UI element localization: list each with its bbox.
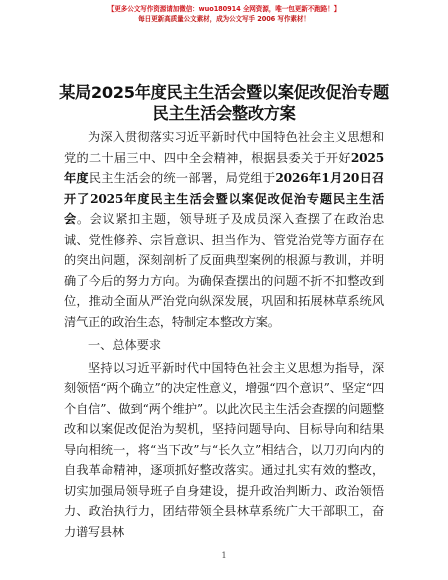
intro-text-c: 民主生活会的统一部署，局党组于 [88, 171, 276, 185]
promo-banner [0, 4, 448, 24]
intro-text-d: 。会议紧扣主题，领导班子及成员深入查摆了在政治忠诚、党性修养、宗旨意识、担当作为、管党治党等方面存在的突出问题，深刻剖析了反面典型案例的根源与教训，并明确了今后的努力方向。为确保查摆出的问题不折不扣整改到位，推动全面从严治党向纵深发展，巩固和拓展林草系统风清气正的政治生态，特制定本整改方案。 [64, 212, 384, 329]
page-number: 1 [221, 551, 227, 560]
document-title [20, 82, 428, 124]
intro-paragraph [64, 127, 384, 332]
banner-line-2: 每日更新高质量公文素材，成为公文写手 2006 写作素材！ [138, 15, 310, 23]
intro-text-a: 为深入贯彻落实习近平新时代中国特色社会主义思想和党的二十届三中、四中全会精神，根据县委关于开好 [64, 130, 384, 165]
section1-paragraph: 坚持以习近平新时代中国特色社会主义思想为指导，深刻领悟“两个确立”的决定性意义，增强“四个意识”、坚定“四个自信”、做到“两个维护”。以此次民主生活会查摆的问题整改和以案促改促治为契机，坚持问题导向、目标导向和结果导向相统一，将“当下改”与“长久立”相结合，以刀刃向内的自我革命精神，逐项抓好整改落实。通过扎实有效的整改，切实加强局领导班子自身建设，提升政治判断力、政治领悟力、政治执行力，团结带领全县林草系统广大干部职工，奋力谱写县林 [64, 360, 384, 539]
banner-line-1: 【更多公文写作资源请加微信：wuo180914 全网资源，唯一包更新不跑路！】 [107, 5, 341, 13]
title-line-2: 民主生活会整改方案 [152, 104, 296, 123]
document-body [64, 127, 384, 542]
title-line-1: 某局2025年度民主生活会暨以案促改促治专题 [59, 83, 389, 102]
intro-bold-year: 2025年度 [64, 150, 384, 185]
section-heading-1: 一、总体要求 [88, 338, 162, 352]
intro-bold-meeting: 2026年1月20日召开了2025年度民主生活会暨以案促改促治专题民主生活会 [64, 171, 384, 226]
